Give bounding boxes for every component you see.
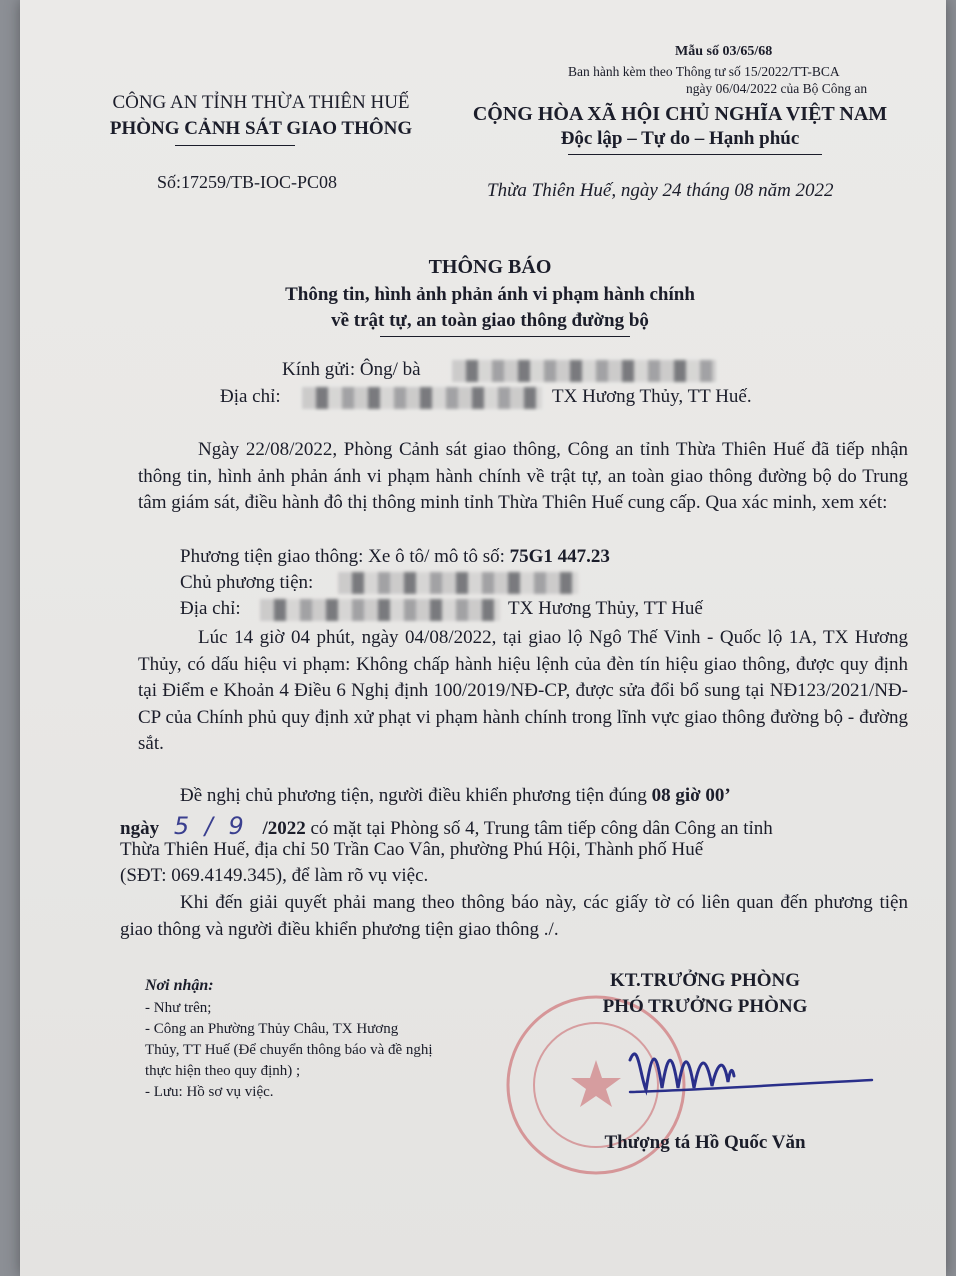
appointment-day-word: ngày (120, 818, 160, 839)
vehicle-line (180, 546, 610, 568)
form-issued-line1: Ban hành kèm theo Thông tư số 15/2022/TT-BCA (568, 64, 840, 79)
receiver-item-5: - Lưu: Hồ sơ vụ việc. (145, 1084, 274, 1100)
redacted-recipient-address (302, 387, 542, 409)
receiver-item-3: Thủy, TT Huế (Để chuyển thông báo và đề nghị (145, 1042, 433, 1058)
notice-title: THÔNG BÁO (428, 256, 552, 278)
recipient-address-label: Địa chỉ: (220, 386, 281, 407)
vehicle-label: Phương tiện giao thông: Xe ô tô/ mô tô số: (180, 546, 505, 567)
receiver-item-1: - Như trên; (145, 1000, 212, 1016)
document-page (20, 0, 946, 1276)
receivers-title: Nơi nhận: (145, 977, 214, 994)
appointment-place: có mặt tại Phòng số 4, Trung tâm tiếp công dân Công an tỉnh (310, 818, 773, 839)
agency-line2: PHÒNG CẢNH SÁT GIAO THÔNG (109, 118, 413, 139)
appointment-time: 08 giờ 00’ (651, 785, 731, 806)
license-plate: 75G1 447.23 (509, 546, 610, 567)
body-paragraph-4: Khi đến giải quyết phải mang theo thông báo này, các giấy tờ có liên quan đến phương tiện giao thông và người điều khiển phương tiện giao thông ./. (120, 892, 908, 940)
receiver-item-4: thực hiện theo quy định) ; (145, 1063, 301, 1079)
handwritten-signature (620, 1030, 880, 1110)
motto-underline (568, 154, 822, 155)
national-motto: Độc lập – Tự do – Hạnh phúc (560, 128, 800, 149)
owner-label: Chủ phương tiện: (180, 572, 314, 593)
appointment-line-1 (180, 785, 731, 807)
redacted-owner-name (338, 572, 578, 594)
form-code: Mẫu số 03/65/68 (675, 44, 773, 59)
appointment-handwritten-date: 5 / 9 (173, 812, 248, 840)
signature-role-2: PHÓ TRƯỞNG PHÒNG (602, 996, 808, 1017)
appointment-line-4: (SĐT: 069.4149.345), để làm rõ vụ việc. (120, 865, 429, 886)
signer-name: Thượng tá Hồ Quốc Văn (604, 1132, 806, 1153)
recipient-greeting: Kính gửi: Ông/ bà (282, 359, 421, 380)
title-underline (380, 336, 630, 337)
signature-role-1: KT.TRƯỞNG PHÒNG (610, 970, 800, 991)
place-date: Thừa Thiên Huế, ngày 24 tháng 08 năm 2022 (487, 180, 834, 201)
form-issued-line2: ngày 06/04/2022 của Bộ Công an (686, 81, 868, 96)
notice-subtitle-1: Thông tin, hình ảnh phản ánh vi phạm hành chính (285, 284, 695, 305)
receiver-item-2: - Công an Phường Thủy Châu, TX Hương (145, 1021, 399, 1037)
redacted-recipient-name (452, 360, 716, 382)
document-number: Số:17259/TB-IOC-PC08 (157, 172, 338, 192)
notice-subtitle-2: về trật tự, an toàn giao thông đường bộ (331, 310, 649, 331)
appointment-intro: Đề nghị chủ phương tiện, người điều khiển phương tiện đúng (180, 785, 647, 806)
body-paragraph-1: Ngày 22/08/2022, Phòng Cảnh sát giao thông, Công an tỉnh Thừa Thiên Huế đã tiếp nhận thông tin, hình ảnh phản ánh vi phạm hành chính về trật tự, an toàn giao thông đường bộ do Trung tâm giám sát, điều hành đô thị thông minh tỉnh Thừa Thiên Huế cung cấp. Qua xác minh, xem xét: (138, 439, 908, 513)
agency-underline (175, 145, 295, 146)
owner-address-label: Địa chỉ: (180, 598, 241, 619)
owner-address-tail: TX Hương Thủy, TT Huế (508, 598, 703, 619)
redacted-owner-address (260, 599, 500, 621)
appointment-line-3: Thừa Thiên Huế, địa chỉ 50 Trần Cao Vân, phường Phú Hội, Thành phố Huế (120, 839, 704, 860)
body-paragraph-2: Lúc 14 giờ 04 phút, ngày 04/08/2022, tại giao lộ Ngô Thế Vinh - Quốc lộ 1A, TX Hương Thủy, có dấu hiệu vi phạm: Không chấp hành hiệu lệnh của đèn tín hiệu giao thông, được quy định tại Điểm e Khoản 4 Điều 6 Nghị định 100/2019/NĐ-CP, được sửa đổi bổ sung tại NĐ123/2021/NĐ-CP của Chính phủ quy định xử phạt vi phạm hành chính trong lĩnh vực giao thông đường bộ - đường sắt. (138, 627, 908, 754)
recipient-address-tail: TX Hương Thủy, TT Huế. (552, 386, 752, 407)
agency-line1: CÔNG AN TỈNH THỪA THIÊN HUẾ (112, 92, 410, 113)
appointment-line-2 (120, 812, 773, 840)
national-title: CỘNG HÒA XÃ HỘI CHỦ NGHĨA VIỆT NAM (472, 103, 888, 125)
appointment-year: /2022 (262, 818, 306, 839)
